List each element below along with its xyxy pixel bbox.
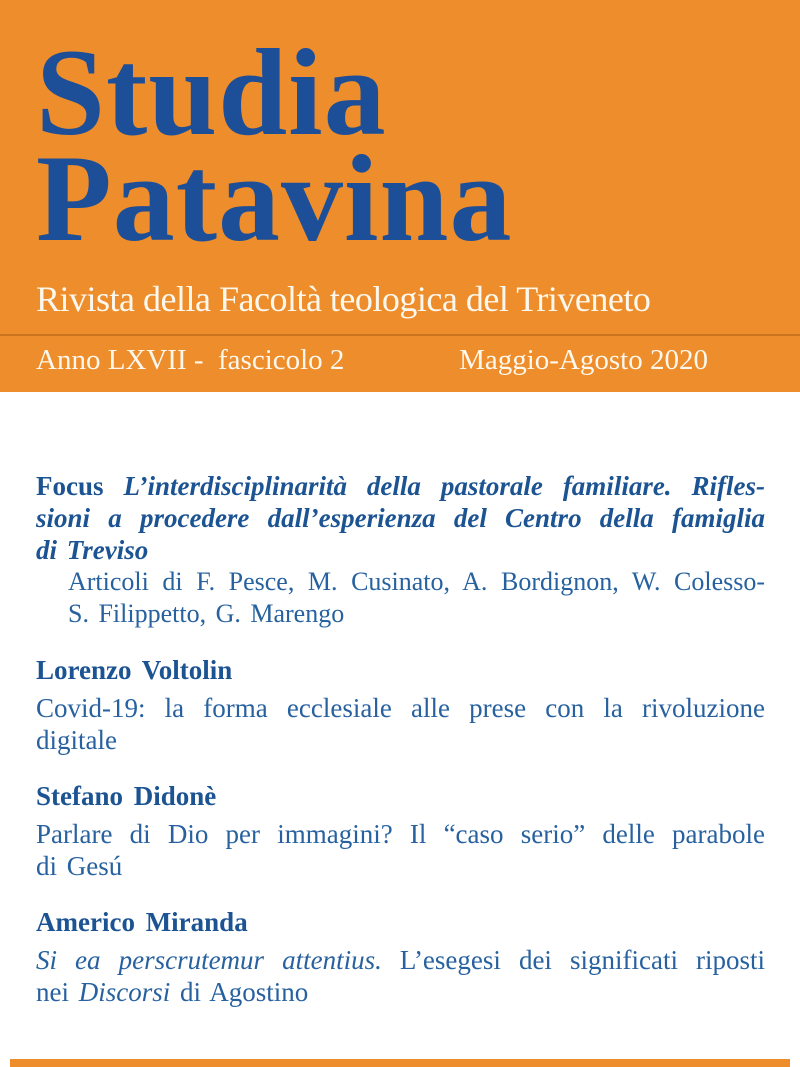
footer-bar bbox=[10, 1059, 790, 1067]
author-name: Lorenzo Voltolin bbox=[36, 655, 233, 685]
journal-subtitle: Rivista della Facoltà teologica del Triveneto bbox=[36, 279, 651, 319]
journal-title-line1: Studia bbox=[36, 24, 387, 161]
focus-articles bbox=[36, 566, 765, 630]
author-name: Stefano Didonè bbox=[36, 781, 217, 811]
journal-title-line2: Patavina bbox=[36, 130, 513, 267]
article-title-rest: L’esegesi dei significati riposti bbox=[381, 945, 766, 975]
article-title-line1 bbox=[36, 944, 765, 976]
focus-title-line3: di Treviso bbox=[36, 535, 149, 565]
article-title bbox=[36, 818, 765, 882]
toc-entry bbox=[36, 906, 765, 1008]
journal-title bbox=[0, 0, 800, 267]
article-title-end: di Agostino bbox=[170, 977, 309, 1007]
focus-label: Focus bbox=[36, 471, 104, 501]
article-title-line2 bbox=[36, 976, 765, 1008]
article-title-line2: digitale bbox=[36, 725, 117, 755]
article-title-line1: Covid-19: la forma ecclesiale alle prese con la rivoluzione bbox=[36, 693, 765, 723]
focus-title-line2: sioni a procedere dall’esperienza del Centro della famiglia bbox=[36, 503, 765, 533]
table-of-contents bbox=[0, 392, 800, 1008]
article-title-work: Discorsi bbox=[78, 977, 171, 1007]
focus-articles-line2: S. Filippetto, G. Marengo bbox=[68, 599, 345, 628]
toc-entry bbox=[36, 780, 765, 882]
article-title bbox=[36, 944, 765, 1008]
focus-section bbox=[36, 470, 765, 630]
author-name: Americo Miranda bbox=[36, 907, 248, 937]
issue-row bbox=[0, 336, 800, 376]
article-title-line2: di Gesú bbox=[36, 851, 123, 881]
article-title-line1: Parlare di Dio per immagini? Il “caso serio” delle parabole bbox=[36, 819, 765, 849]
article-title bbox=[36, 692, 765, 756]
cover-header bbox=[0, 0, 800, 392]
focus-title-part1: L’interdisciplinarità della pastorale familiare. Rifles- bbox=[123, 471, 765, 501]
issue-volume: Anno LXVII - fascicolo 2 bbox=[36, 344, 345, 376]
article-title-latin: Si ea perscrutemur attentius. bbox=[36, 945, 382, 975]
article-title-pre: nei bbox=[36, 977, 79, 1007]
issue-date: Maggio-Agosto 2020 bbox=[459, 344, 708, 376]
toc-entry bbox=[36, 654, 765, 756]
focus-articles-line1: Articoli di F. Pesce, M. Cusinato, A. Bordignon, W. Colesso- bbox=[68, 567, 765, 596]
focus-title-line1 bbox=[36, 470, 765, 502]
